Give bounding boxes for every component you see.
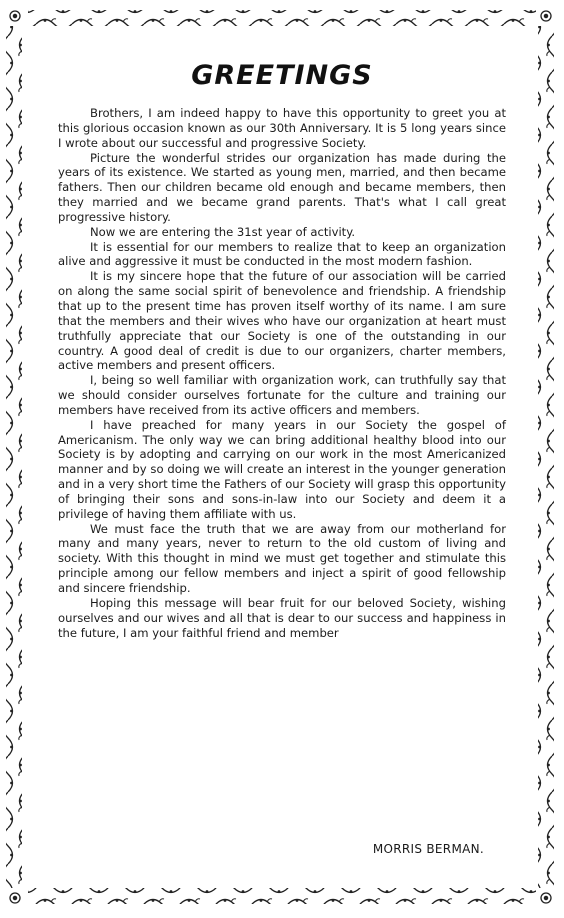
paragraph: Now we are entering the 31st year of activity. xyxy=(90,224,356,239)
corner-ornament-top-left xyxy=(10,11,20,21)
paragraph: I, being so well familiar with organization work, can truthfully say that we should consider ourselves fortunate for the culture and training our members have received from its active officers and members. xyxy=(58,373,506,417)
paragraph: Hoping this message will bear fruit for our beloved Society, wishing ourselves and our wives and all that is dear to our success and happiness in the future, I am your faithful friend and member xyxy=(58,595,506,640)
paragraph: I have preached for many years in our Society the gospel of Americanism. The only way we can bring additional healthy blood into our Society is by adopting and carrying on our work in the most Americanized manner and by so doing we will create an interest in the younger generation and in a very short time the Fathers of our Society will grasp this opportunity of bringing their sons and sons-in-law into our Society and deem it a privilege of having them affiliate with us. xyxy=(58,417,506,521)
corner-ornament-top-right xyxy=(541,11,551,21)
letter-body xyxy=(58,106,506,640)
corner-ornament-bottom-left xyxy=(10,893,20,903)
paragraph: It is essential for our members to realize that to keep an organization alive and aggressive it must be conducted in the most modern fashion. xyxy=(58,239,506,269)
signature: MORRIS BERMAN. xyxy=(372,842,484,856)
border-left xyxy=(6,26,22,888)
border-top xyxy=(28,10,536,26)
paragraph: We must face the truth that we are away from our motherland for many and many years, never to return to the old custom of living and society. With this thought in mind we must get together and stimulate this principle among our fellow members and inject a spirit of good fellowship and sincere friendship. xyxy=(58,521,506,595)
corner-ornament-bottom-right xyxy=(541,893,551,903)
paragraph: Brothers, I am indeed happy to have this opportunity to greet you at this glorious occasion known as our 30th Anniversary. It is 5 long years since I wrote about our successful and progressive Society. xyxy=(58,106,506,150)
paragraph: Picture the wonderful strides our organization has made during the years of its existence. We started as young men, married, and then became fathers. Then our children became old enough and became members, then they married and we became grand parents. That's what I call great progressive history. xyxy=(58,150,506,224)
border-right xyxy=(538,26,554,888)
border-bottom xyxy=(28,888,536,904)
page-title: GREETINGS xyxy=(191,60,373,91)
paragraph: It is my sincere hope that the future of our association will be carried on along the same social spirit of benevolence and friendship. A friendship that up to the present time has proven itself worthy of its name. I am sure that the members and their wives who have our organization at heart must truthfully appreciate that our Society is one of the outstanding in our country. A good deal of credit is due to our organizers, charter members, active members and present officers. xyxy=(58,269,506,373)
